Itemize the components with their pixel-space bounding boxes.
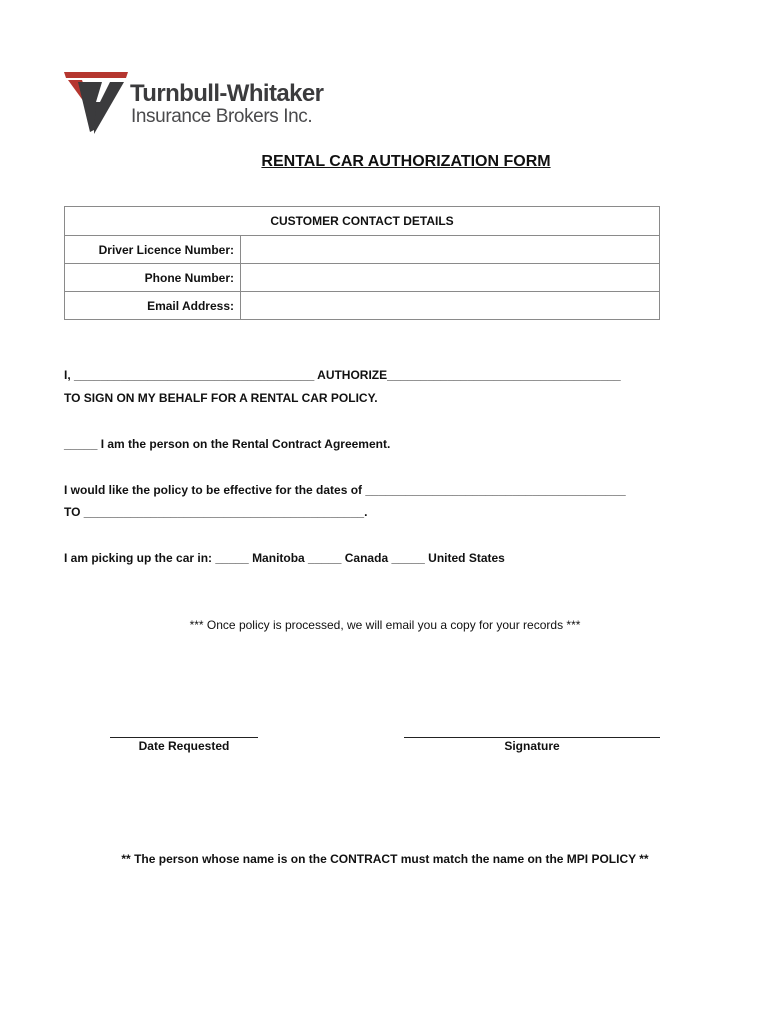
effective-dates-line: I would like the policy to be effective for the dates of _______________________________________ (64, 483, 626, 497)
driver-licence-field[interactable] (241, 236, 660, 264)
customer-contact-table (64, 206, 660, 320)
table-header: CUSTOMER CONTACT DETAILS (65, 207, 660, 236)
table-header-row (65, 207, 660, 236)
sign-on-behalf-line: TO SIGN ON MY BEHALF FOR A RENTAL CAR POLICY. (64, 391, 378, 405)
phone-number-label: Phone Number: (65, 264, 241, 292)
pickup-location-line: I am picking up the car in: _____ Manitoba _____ Canada _____ United States (64, 551, 505, 565)
email-address-label: Email Address: (65, 292, 241, 320)
table-row (65, 264, 660, 292)
table-row (65, 236, 660, 264)
table-row (65, 292, 660, 320)
company-logo (64, 72, 344, 136)
signature-label: Signature (504, 739, 560, 753)
logo-mark-icon (64, 72, 128, 136)
form-title: RENTAL CAR AUTHORIZATION FORM (261, 153, 551, 170)
records-note: *** Once policy is processed, we will email you a copy for your records *** (189, 618, 581, 632)
driver-licence-label: Driver Licence Number: (65, 236, 241, 264)
phone-number-field[interactable] (241, 264, 660, 292)
rental-contract-person-line: _____ I am the person on the Rental Contract Agreement. (64, 437, 391, 451)
authorize-line: I, ____________________________________ AUTHORIZE___________________________________ (64, 368, 621, 382)
effective-to-line: TO __________________________________________. (64, 505, 368, 519)
date-requested-line (110, 737, 258, 738)
logo-company-subtitle: Insurance Brokers Inc. (131, 106, 313, 127)
footer-note: ** The person whose name is on the CONTRACT must match the name on the MPI POLICY ** (121, 852, 649, 866)
email-address-field[interactable] (241, 292, 660, 320)
date-requested-label: Date Requested (138, 739, 230, 753)
signature-line (404, 737, 660, 738)
logo-company-name: Turnbull-Whitaker (130, 80, 324, 107)
